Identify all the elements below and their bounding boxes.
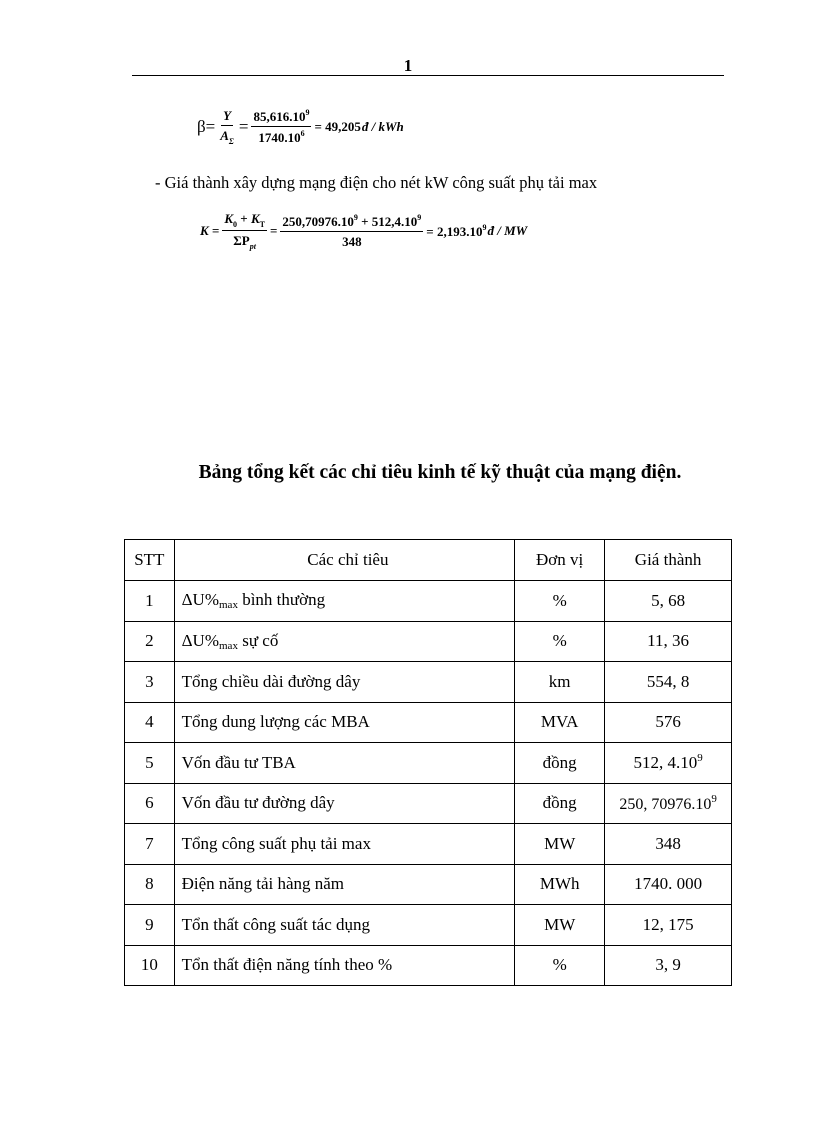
fraction-values <box>251 108 311 146</box>
cell-stt: 7 <box>125 824 175 865</box>
header-unit: Đơn vị <box>515 540 605 581</box>
fraction-k-over-p <box>222 211 267 251</box>
cell-unit: đồng <box>515 783 605 824</box>
cell-value: 12, 175 <box>605 905 732 946</box>
beta-symbol: β= <box>197 117 216 136</box>
table-title: Bảng tổng kết các chỉ tiêu kinh tế kỹ thuật của mạng điện. <box>198 462 682 483</box>
cell-unit: MW <box>515 905 605 946</box>
equals-sign: = <box>269 223 278 238</box>
cell-stt: 8 <box>125 864 175 905</box>
cell-stt: 1 <box>125 581 175 622</box>
cell-value: 5, 68 <box>605 581 732 622</box>
summary-table <box>124 539 732 986</box>
cell-name: Tổn thất công suất tác dụng <box>174 905 515 946</box>
header-rule <box>132 75 724 76</box>
cell-unit: MVA <box>515 702 605 743</box>
cell-name: Vốn đầu tư đường dây <box>174 783 515 824</box>
cell-value: 348 <box>605 824 732 865</box>
formula-beta <box>197 108 404 146</box>
table-row <box>125 945 732 986</box>
cell-stt: 5 <box>125 743 175 784</box>
cell-stt: 3 <box>125 662 175 703</box>
table-row <box>125 864 732 905</box>
cell-value: 554, 8 <box>605 662 732 703</box>
cell-unit: % <box>515 945 605 986</box>
numerator-y: Y <box>221 108 233 126</box>
table-row <box>125 743 732 784</box>
denominator-k-value: 348 <box>342 233 362 249</box>
header-stt: STT <box>125 540 175 581</box>
table-row <box>125 824 732 865</box>
table-row <box>125 662 732 703</box>
page-number: 1 <box>403 56 413 75</box>
cell-unit: MW <box>515 824 605 865</box>
cell-stt: 6 <box>125 783 175 824</box>
header-name: Các chỉ tiêu <box>174 540 515 581</box>
table-row <box>125 702 732 743</box>
numerator-k: $K_0 + K_T$ <box>224 211 265 229</box>
table-row <box>125 905 732 946</box>
denominator-a: $A_\Sigma$ <box>220 128 234 146</box>
cell-stt: 9 <box>125 905 175 946</box>
cell-unit: đồng <box>515 743 605 784</box>
cell-name: Tổng dung lượng các MBA <box>174 702 515 743</box>
cell-name: Tổng công suất phụ tải max <box>174 824 515 865</box>
cell-name: ΔU%max bình thường <box>174 581 515 622</box>
cell-value: 250, 70976.10$^9$ <box>605 783 732 824</box>
k-symbol: K = <box>200 223 220 238</box>
cell-value: 576 <box>605 702 732 743</box>
cell-value: 3, 9 <box>605 945 732 986</box>
fraction-y-over-a <box>218 108 236 146</box>
cell-stt: 10 <box>125 945 175 986</box>
fraction-k-values <box>280 213 423 250</box>
cell-stt: 2 <box>125 621 175 662</box>
beta-result: = 49,205 <box>314 119 361 134</box>
numerator-k-values: $250,70976.10^9 + 512,4.10^9$ <box>280 213 423 232</box>
cell-value: 512, 4.10$^9$ <box>605 743 732 784</box>
cell-name: Điện năng tải hàng năm <box>174 864 515 905</box>
k-result: = $2,193.10^9$ <box>426 222 487 239</box>
cell-name: Vốn đầu tư TBA <box>174 743 515 784</box>
formula-k <box>200 211 527 251</box>
cell-name: Tổng chiều dài đường dây <box>174 662 515 703</box>
cell-unit: % <box>515 581 605 622</box>
cell-unit: % <box>515 621 605 662</box>
cell-name: Tổn thất điện năng tính theo % <box>174 945 515 986</box>
cell-unit: km <box>515 662 605 703</box>
cell-value: 11, 36 <box>605 621 732 662</box>
cell-stt: 4 <box>125 702 175 743</box>
equals-sign: = <box>238 117 249 136</box>
cell-unit: MWh <box>515 864 605 905</box>
table-row <box>125 581 732 622</box>
header-value: Giá thành <box>605 540 732 581</box>
denominator-p: $\Sigma P_{pt}$ <box>233 233 256 251</box>
table-row <box>125 783 732 824</box>
denominator-value: 1740.10$^6$ <box>258 129 305 145</box>
table-row <box>125 621 732 662</box>
numerator-value: 85,616.10$^9$ <box>251 108 311 127</box>
cell-name: ΔU%max sự cố <box>174 621 515 662</box>
k-unit: đ / MW <box>487 223 528 238</box>
bullet-text: - Giá thành xây dựng mạng điện cho nét kW công suất phụ tải max <box>155 173 598 192</box>
beta-unit: đ / kWh <box>361 119 404 134</box>
cell-value: 1740. 000 <box>605 864 732 905</box>
table-header-row <box>125 540 732 581</box>
